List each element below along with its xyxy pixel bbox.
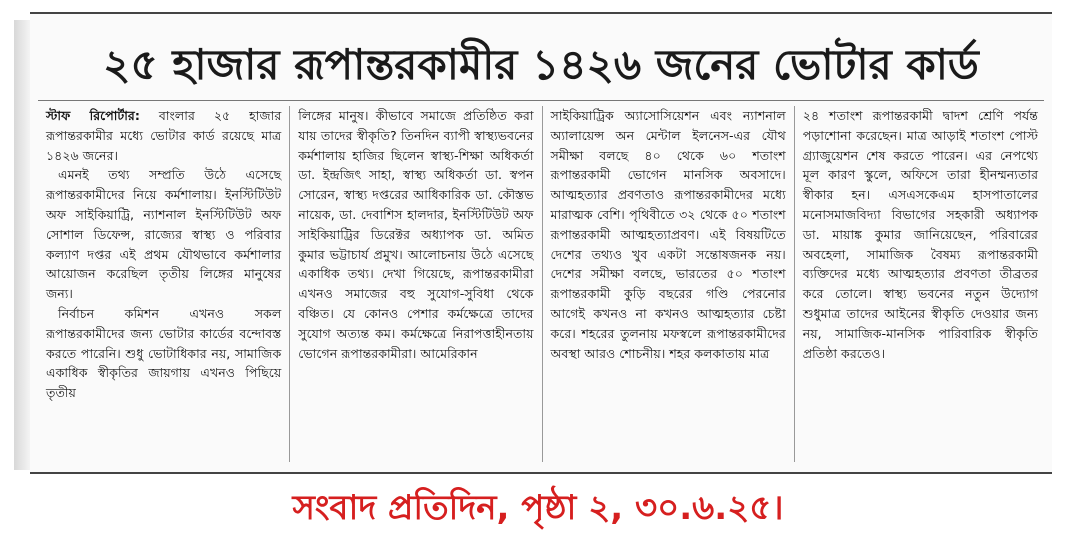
article-paragraph: এমনই তথ্য সম্প্রতি উঠে এসেছে রূপান্তরকামীদের নিয়ে কর্মশালায়। ইনস্টিটিউট অফ সাইকিয়াট্রি, ন্যাশনাল ইনস্টিটিউট অফ সোশাল ডিফেন্স, রাজ্যের স্বাস্থ্য ও পরিবার কল্যাণ দপ্তর এই প্রথম যৌথভাবে কর্মশালার আয়োজন করেছিল তৃতীয় লিঙ্গের মানুষের জন্য। [46,167,282,302]
article-paragraph: নির্বাচন কমিশন এখনও সকল রূপান্তরকামীদের জন্য ভোটার কার্ডের বন্দোবস্ত করতে পারেনি। শুধু ভোটাধিকার নয়, সামাজিক একাধিক স্বীকৃতির জায়গায় এখনও পিছিয়ে তৃতীয় [46,305,282,401]
article-paragraph: সাইকিয়াট্রিক অ্যাসোসিয়েশন এবং ন্যাশনাল অ্যালায়েন্স অন মেন্টাল ইলনেস-এর যৌথ সমীক্ষা বলছে ৪০ থেকে ৬০ শতাংশ রূপান্তরকামী ভোগেন মানসিক অবসাদে। আত্মহত্যার প্রবণতাও রূপান্তরকামীদের মধ্যে মারাত্মক বেশি। পৃথিবীতে ৩২ থেকে ৫০ শতাংশ রূপান্তরকামী আত্মহত্যাপ্রবণ। এই বিষয়টিতে দেশের তথ্যও খুব একটা সন্তোষজনক নয়। দেশের সমীক্ষা বলছে, ভারতের ৫০ শতাংশ রূপান্তরকামী কুড়ি বছরের গণ্ডি পেরনোর আগেই কখনও না কখনও আত্মহত্যার চেষ্টা করে। শহরের তুলনায় মফস্বলে রূপান্তরকামীদের অবস্থা আরও শোচনীয়। শহর কলকাতায় মাত্র [550,108,786,361]
article-byline: স্টাফ রিপোর্টার: [46,108,140,123]
article-column-1 [38,106,290,462]
article-paragraph: ২৪ শতাংশ রূপান্তরকামী দ্বাদশ শ্রেণি পর্যন্ত পড়াশোনা করেছেন। মাত্র আড়াই শতাংশ পোস্ট গ্র্যাজুয়েশন শেষ করতে পারেন। এর নেপথ্যে মূল কারণ স্কুলে, অফিসে তারা হীনম্মন্যতার স্বীকার হন। এসএসকেএম হাসপাতালের মনোসমাজবিদ্যা বিভাগের সহকারী অধ্যাপক ডা. মায়াঙ্ক কুমার জানিয়েছেন, পরিবারের অবহেলা, সামাজিক বৈষম্য রূপান্তরকামী ব্যক্তিদের মধ্যে আত্মহত্যার প্রবণতা তীব্রতর করে তোলে। স্বাস্থ্য ভবনের নতুন উদ্যোগ শুধুমাত্র তাদের আইনের স্বীকৃতি দেওয়ার জন্য নয়, সামাজিক-মানসিক পারিবারিক স্বীকৃতি প্রতিষ্ঠা করতেও। [802,108,1038,361]
article-paragraph [46,106,281,165]
article-column-2 [290,106,542,462]
article-column-3 [543,106,795,462]
article-column-4 [795,106,1046,462]
source-caption: সংবাদ প্রতিদিন, পৃষ্ঠা ২, ৩০.৬.২৫। [292,488,784,528]
paragraph-text: বাংলার ২৫ হাজার রূপান্তরকামীর মধ্যে ভোটার কার্ড রয়েছে মাত্র ১৪২৬ জনের। [46,108,282,163]
article-paragraph: লিঙ্গের মানুষ। কীভাবে সমাজে প্রতিষ্ঠিত করা যায় তাদের স্বীকৃতি? তিনদিন ব্যাপী স্বাস্থ্যভবনের কর্মশালায় হাজির ছিলেন স্বাস্থ্য-শিক্ষা অধিকর্তা ডা. ইন্দ্রজিৎ সাহা, স্বাস্থ্য অধিকর্তা ডা. স্বপন সোরেন, স্বাস্থ্য দপ্তরের আধিকারিক ডা. কৌস্তভ নায়েক, ডা. দেবাশিস হালদার, ইনস্টিটিউট অফ সাইকিয়াট্রির ডিরেক্টর অধ্যাপক ডা. অমিত কুমার ভট্টাচার্য প্রমুখ। আলোচনায় উঠে এসেছে একাধিক তথ্য। দেখা গিয়েছে, রূপান্তরকামীরা এখনও সমাজের বহু সুযোগ-সুবিধা থেকে বঞ্চিত। যে কোনও পেশার কর্মক্ষেত্রে তাদের সুযোগ অত্যন্ত কম। কর্মক্ষেত্রে নিরাপত্তাহীনতায় ভোগেন রূপান্তরকামীরা। আমেরিকান [298,108,534,361]
headline-divider [38,100,1044,101]
clipping-shadow [14,20,30,470]
newspaper-clipping [30,12,1052,474]
article-headline: ২৫ হাজার রূপান্তরকামীর ১৪২৬ জনের ভোটার কার্ড [103,40,979,89]
article-body [38,106,1046,462]
